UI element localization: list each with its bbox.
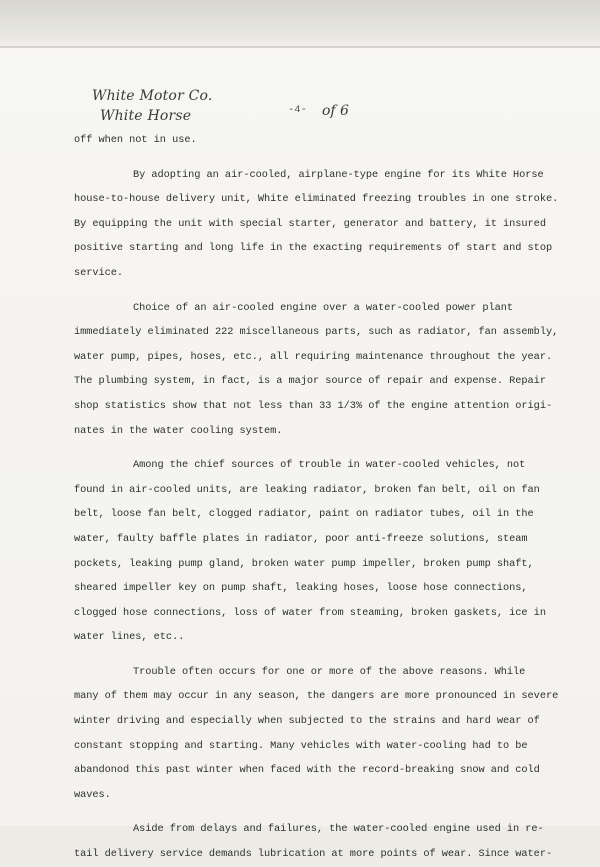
paragraph-gap [74,153,552,163]
text-line: nates in the water cooling system. [74,424,283,437]
text-line: water, faulty baffle plates in radiator, poor anti-freeze solutions, steam [74,532,528,545]
text-line: many of them may occur in any season, the dangers are more pronounced in severe [74,690,559,703]
text-line: clogged hose connections, loss of water from steaming, broken gaskets, ice in [74,606,546,619]
text-line: off when not in use. [74,134,197,146]
text-line: house-to-house delivery unit, White eliminated freezing troubles in one stroke. [74,193,559,206]
text-line: water lines, etc.. [74,631,185,644]
handwritten-product: White Horse [100,108,192,124]
text-line: Aside from delays and failures, the water-cooled engine used in re- [133,823,544,836]
text-line: service. [74,266,124,279]
paragraph-gap [74,650,552,660]
page-number: -4- [288,104,307,116]
paragraph-gap [74,807,552,817]
handwritten-page-total: of 6 [322,103,349,119]
paragraph-gap [74,286,552,296]
text-line: By adopting an air-cooled, airplane-type engine for its White Horse [133,168,544,181]
text-line: The plumbing system, in fact, is a major source of repair and expense. Repair [74,375,546,388]
text-line: pockets, leaking pump gland, broken water pump impeller, broken pump shaft, [74,557,534,570]
text-line: tail delivery service demands lubrication at more points of wear. Since water- [74,848,553,861]
text-line: constant stopping and starting. Many vehicles with water-cooling had to be [74,739,528,752]
text-line: shop statistics show that not less than 33 1/3% of the engine attention origi- [74,399,553,412]
text-line: sheared impeller key on pump shaft, leaking hoses, loose hose connections, [74,582,528,595]
text-line: immediately eliminated 222 miscellaneous parts, such as radiator, fan assembly, [74,326,559,339]
text-line: belt, loose fan belt, clogged radiator, paint on radiator tubes, oil in the [74,508,534,521]
text-line: waves. [74,788,111,801]
text-line: Among the chief sources of trouble in water-cooled vehicles, not [133,459,526,472]
text-line: Choice of an air-cooled engine over a water-cooled power plant [133,301,514,314]
text-line: abandonod this past winter when faced with the record-breaking snow and cold [74,764,540,777]
scan-top-edge [0,0,600,48]
text-line: winter driving and especially when subjected to the strains and hard wear of [74,715,540,728]
typed-body-text [74,128,559,867]
paragraph-gap [74,443,552,453]
text-line: found in air-cooled units, are leaking radiator, broken fan belt, oil on fan [74,483,540,496]
text-line: water pump, pipes, hoses, etc., all requiring maintenance throughout the year. [74,350,553,363]
text-line: positive starting and long life in the exacting requirements of start and stop [74,242,553,255]
text-line: By equipping the unit with special starter, generator and battery, it insured [74,217,546,230]
text-line: Trouble often occurs for one or more of the above reasons. While [133,665,526,678]
handwritten-company: White Motor Co. [92,88,213,104]
